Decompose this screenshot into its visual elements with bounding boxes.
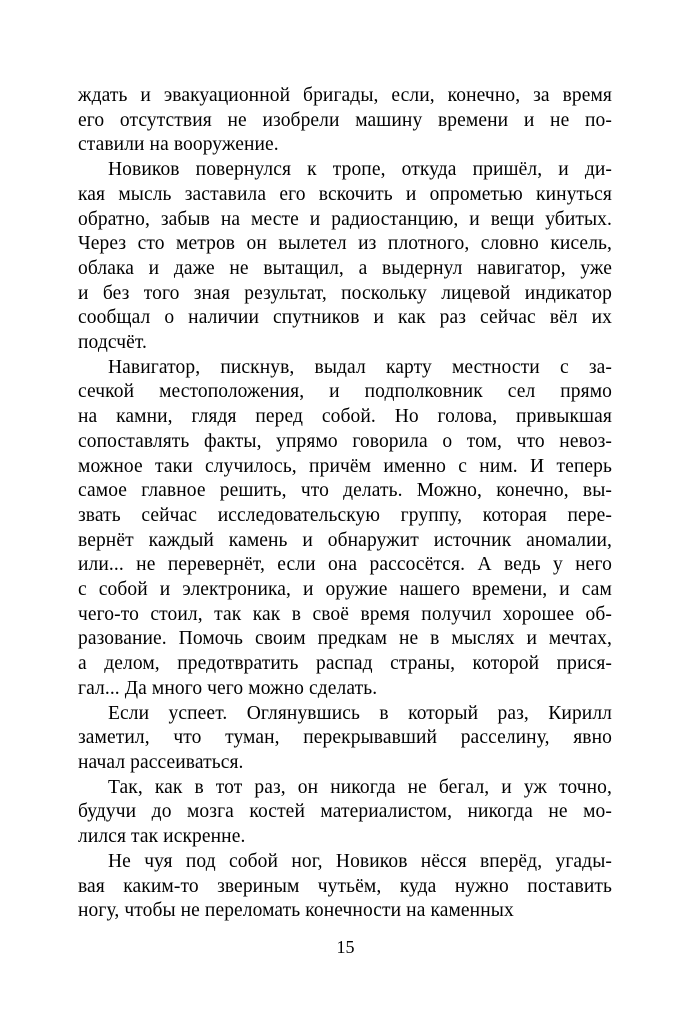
text-line: и без того зная результат, поскольку лицевой индикатор	[78, 282, 612, 304]
text-line: на камни, глядя перед собой. Но голова, привыкшая	[78, 406, 612, 428]
text-line: гал... Да много чего можно сделать.	[78, 677, 378, 699]
text-line: вернёт каждый камень и обнаружит источник аномалии,	[78, 529, 612, 551]
page-number: 15	[336, 937, 355, 957]
text-line: облака и даже не вытащил, а выдернул навигатор, уже	[78, 257, 612, 279]
text-line: ногу, чтобы не переломать конечности на каменных	[78, 900, 514, 922]
text-line: а делом, предотвратить распад страны, которой прися-	[78, 653, 612, 675]
text-line: начал рассеиваться.	[78, 751, 244, 773]
text-line: сопоставлять факты, упрямо говорила о том, что невоз-	[78, 430, 612, 452]
text-line: подсчёт.	[78, 332, 148, 354]
text-line: кая мысль заставила его вскочить и опрометью кинуться	[78, 183, 612, 205]
text-line: заметил, что туман, перекрывавший расселину, явно	[78, 727, 612, 749]
text-line: Так, как в тот раз, он никогда не бегал, и уж точно,	[108, 776, 612, 798]
text-line: разование. Помочь своим предкам не в мыслях и мечтах,	[78, 628, 612, 650]
text-line: лился так искренне.	[78, 826, 246, 848]
text-line: вая каким-то звериным чутьём, куда нужно поставить	[78, 875, 612, 897]
text-line: Не чуя под собой ног, Новиков нёсся вперёд, угады-	[108, 850, 612, 872]
text-line: Через сто метров он вылетел из плотного, словно кисель,	[78, 233, 612, 255]
text-line: Новиков повернулся к тропе, откуда пришёл, и ди-	[108, 159, 612, 181]
text-line: или... не перевернёт, если она рассосётся. А ведь у него	[78, 554, 612, 576]
text-line: самое главное решить, что делать. Можно, конечно, вы-	[78, 480, 612, 502]
text-line: ставили на вооружение.	[78, 134, 279, 156]
text-line: звать сейчас исследовательскую группу, которая пере-	[78, 504, 612, 526]
text-line: можное таки случилось, причём именно с ним. И теперь	[78, 455, 612, 477]
text-line: Навигатор, пискнув, выдал карту местности с за-	[108, 356, 612, 378]
text-line: сообщал о наличии спутников и как раз сейчас вёл их	[78, 307, 612, 329]
text-line: его отсутствия не изобрели машину времени и не по-	[78, 109, 612, 131]
text-line: будучи до мозга костей материалистом, никогда не мо-	[78, 801, 612, 823]
text-line: с собой и электроника, и оружие нашего времени, и сам	[78, 579, 612, 601]
text-line: Если успеет. Оглянувшись в который раз, Кирилл	[108, 702, 612, 724]
text-line: обратно, забыв на месте и радиостанцию, и вещи убитых.	[78, 208, 612, 230]
text-block	[78, 84, 612, 924]
text-line: ждать и эвакуационной бригады, если, конечно, за время	[78, 85, 612, 106]
text-line: сечкой местоположения, и подполковник сел прямо	[78, 381, 612, 403]
text-line: чего-то стоил, так как в своё время получил хорошее об-	[78, 603, 612, 625]
